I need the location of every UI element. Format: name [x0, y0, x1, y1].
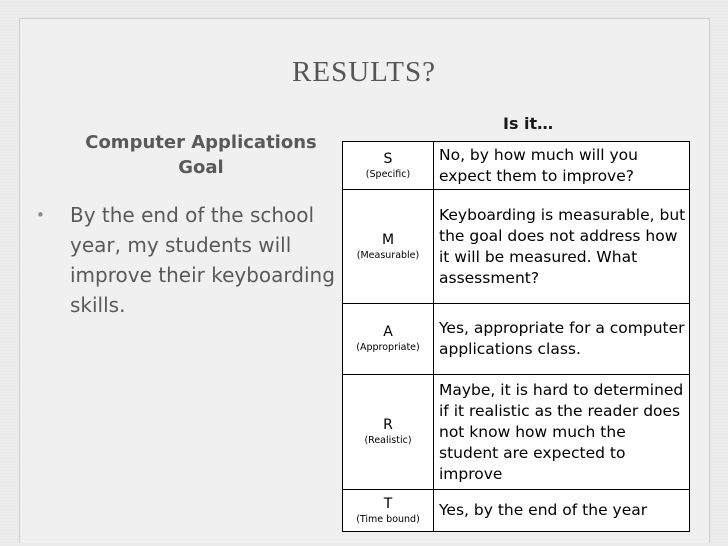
slide-title: RESULTS?	[292, 56, 436, 88]
letter-cell	[343, 304, 434, 375]
smart-table	[342, 141, 690, 532]
letter-cell	[343, 375, 434, 490]
description-cell: Keyboarding is measurable, but the goal does not address how it will be measured. What assessment?	[434, 190, 690, 304]
smart-term: (Appropriate)	[356, 342, 420, 353]
bullet-dot-icon: •	[36, 206, 45, 224]
smart-term: (Measurable)	[356, 249, 420, 261]
goal-bullet-text: By the end of the school year, my students will improve their keyboarding skills.	[70, 203, 335, 317]
goal-heading	[56, 130, 346, 180]
table-row	[343, 490, 690, 532]
letter-cell	[343, 142, 434, 190]
goal-heading-line1: Computer Applications	[85, 132, 317, 153]
smart-letter: A	[383, 324, 393, 340]
table-row	[343, 375, 690, 490]
description-cell: Yes, appropriate for a computer applications class.	[434, 304, 690, 375]
smart-letter: R	[383, 417, 393, 433]
smart-term: (Specific)	[365, 168, 411, 180]
table-row	[343, 190, 690, 304]
table-row	[343, 142, 690, 190]
smart-term: (Realistic)	[364, 435, 412, 446]
letter-cell	[343, 490, 434, 532]
smart-letter: T	[383, 495, 393, 512]
letter-cell	[343, 190, 434, 304]
smart-letter: M	[381, 231, 395, 248]
description-cell: Maybe, it is hard to determined if it realistic as the reader does not know how much the student are expected to improve	[434, 375, 690, 490]
description-cell: Yes, by the end of the year	[434, 490, 690, 532]
table-row	[343, 304, 690, 375]
smart-letter: S	[383, 150, 393, 167]
goal-heading-line2: Goal	[178, 157, 224, 178]
smart-term: (Time bound)	[356, 513, 420, 525]
description-cell: No, by how much will you expect them to improve?	[434, 142, 690, 190]
table-header: Is it…	[503, 114, 554, 133]
